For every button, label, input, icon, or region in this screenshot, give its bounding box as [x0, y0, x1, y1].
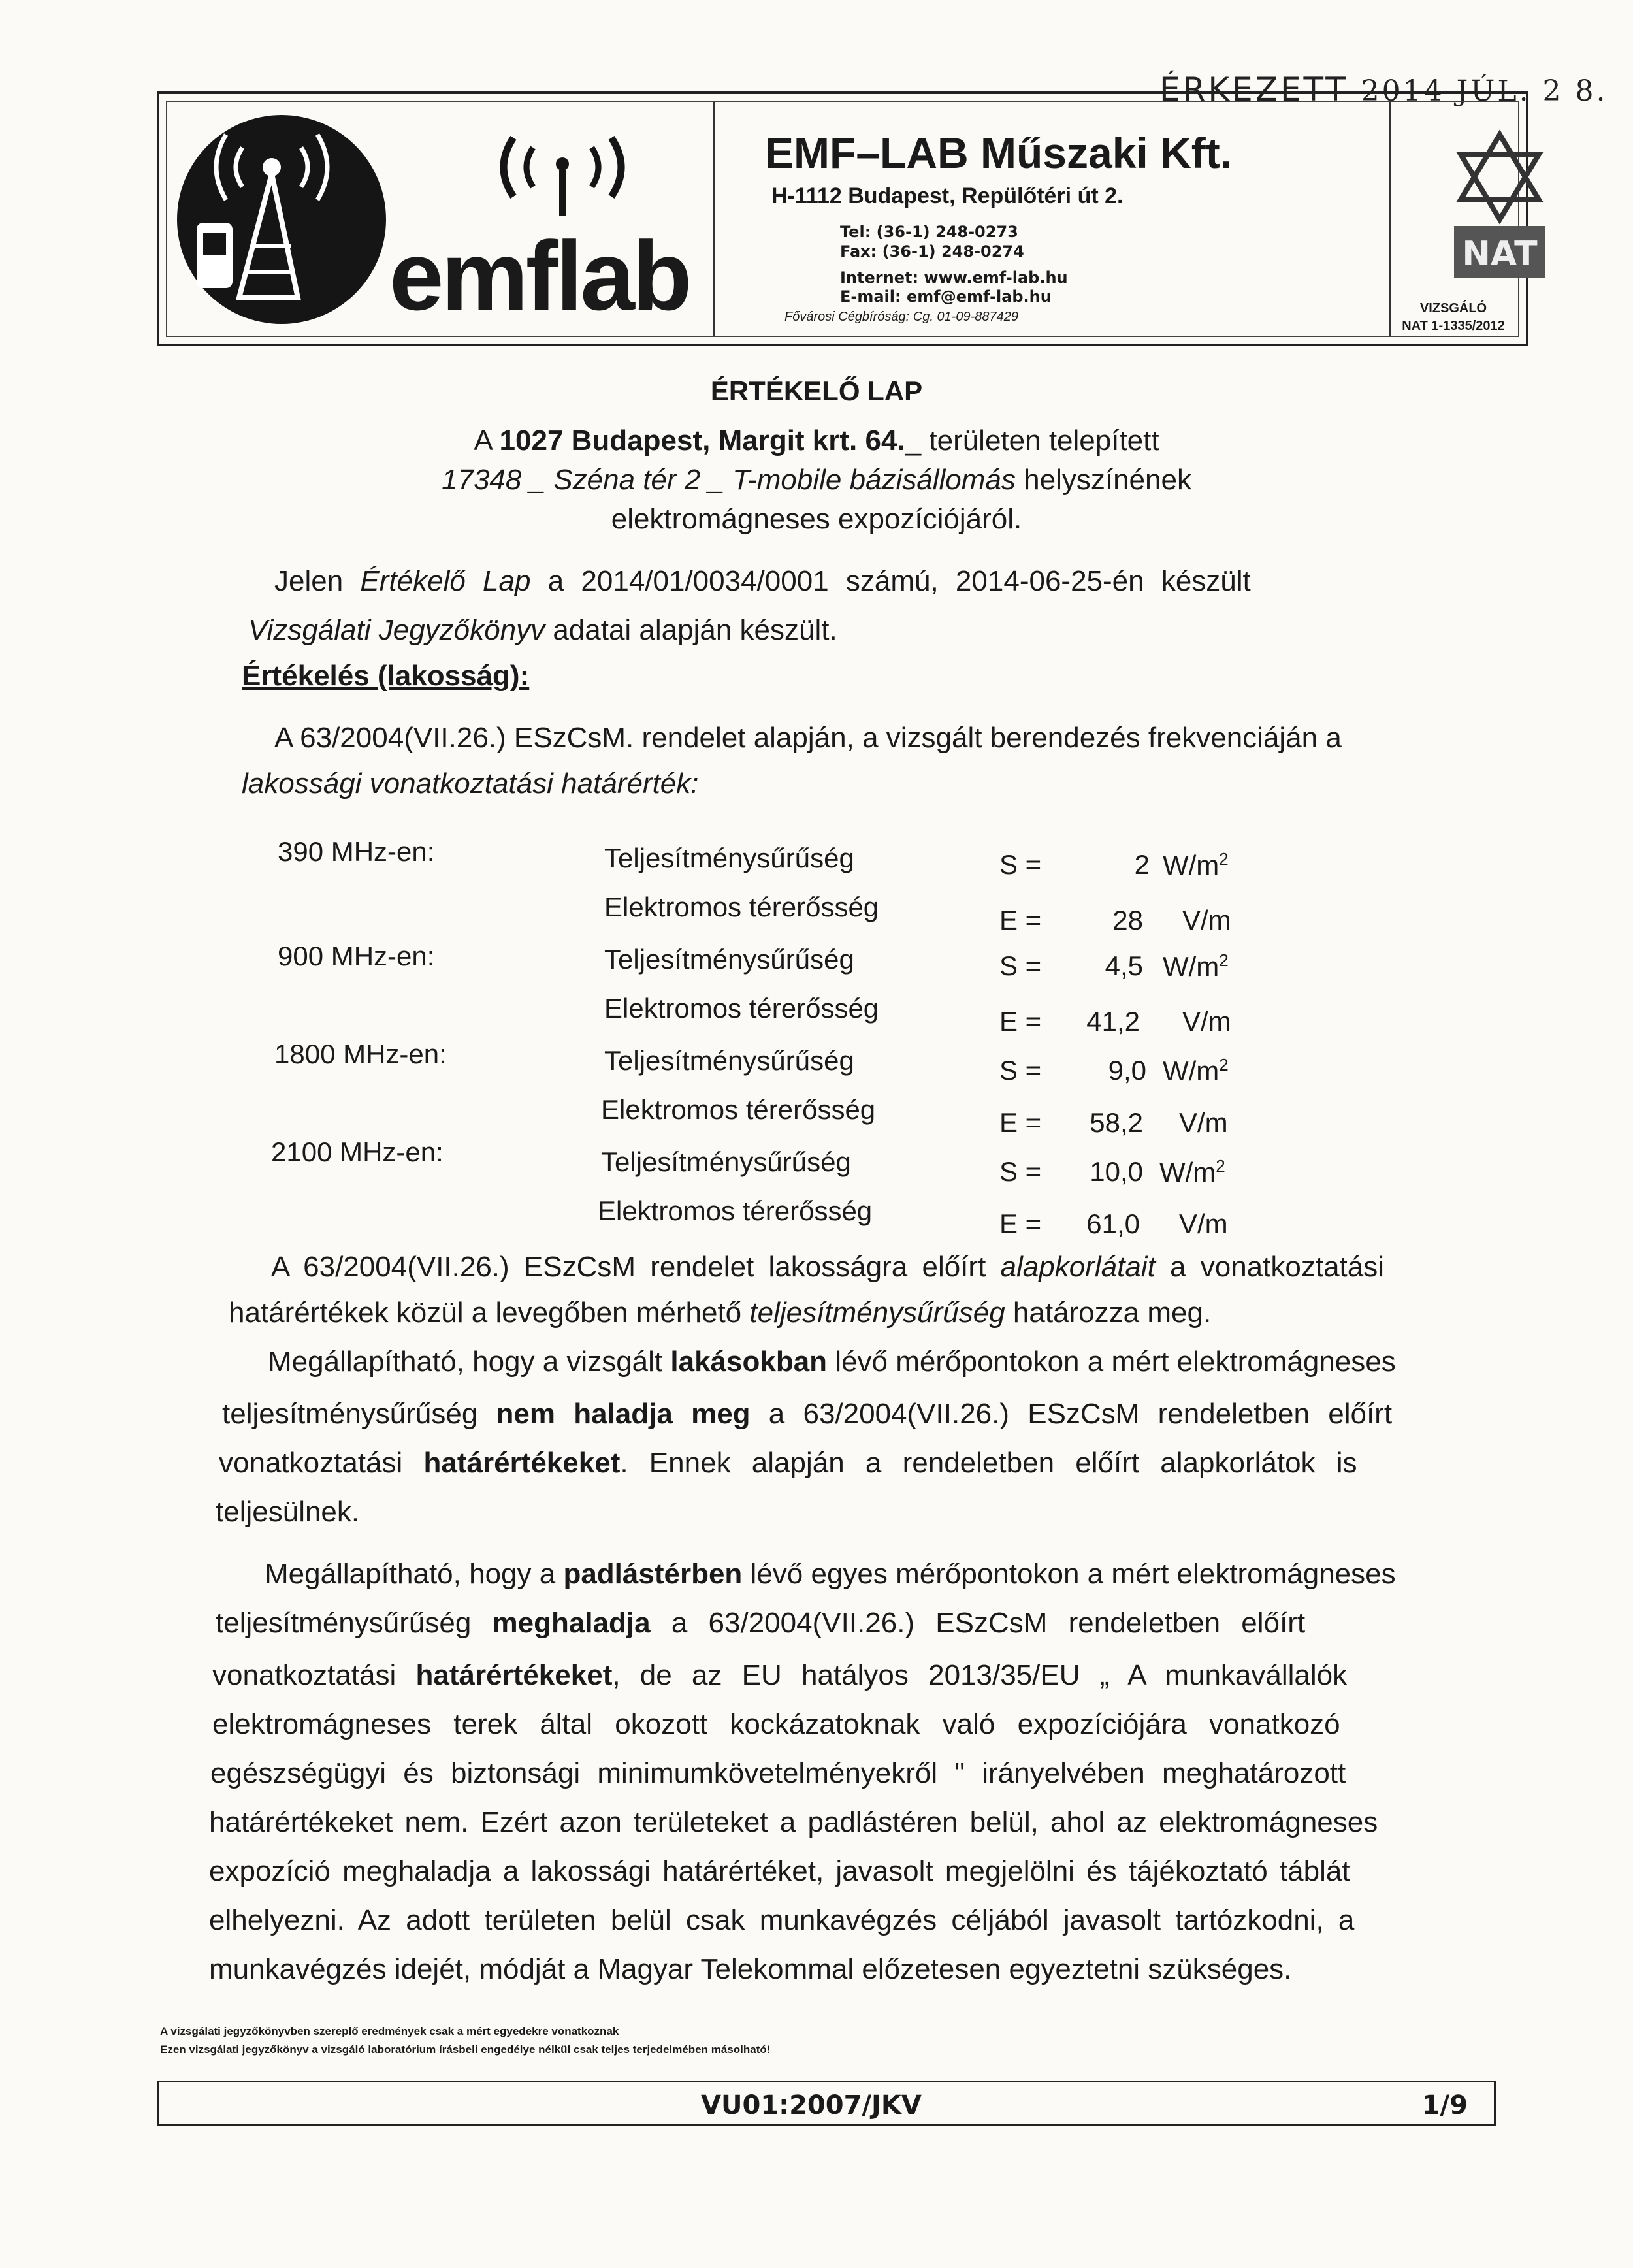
company-internet: Internet: www.emf-lab.hu: [840, 268, 1068, 287]
limit-s-value: 2: [1134, 849, 1150, 880]
limit-e-label: Elektromos térerősség: [604, 892, 879, 922]
limit-e-value: 28: [1112, 905, 1143, 935]
limit-s-label: Teljesítménysűrűség: [601, 1146, 851, 1177]
limit-e-value: 61,0: [1086, 1208, 1140, 1239]
paragraph-3-line-7: expozíció meghaladja a lakossági határértéket, javasolt megjelölni és tájékoztató táblát: [209, 1855, 1350, 1887]
limit-s-symbol: S =: [999, 1055, 1042, 1086]
limit-s-symbol: S =: [999, 1156, 1042, 1187]
limit-s-value: 10,0: [1090, 1156, 1143, 1187]
intro-line-1: Jelen Értékelő Lap a 2014/01/0034/0001 számú, 2014-06-25-én készült: [274, 565, 1251, 597]
nat-logo-text: NAT: [1462, 235, 1538, 274]
paragraph-3-line-8: elhelyezni. Az adott területen belül csak munkavégzés céljából javasolt tartózkodni, a: [209, 1904, 1355, 1936]
footnote-line-1: A vizsgálati jegyzőkönyvben szereplő eredmények csak a mért egyedekre vonatkoznak: [160, 2025, 619, 2037]
stamp-text: ÉRKEZETT: [1159, 71, 1348, 108]
limit-s-unit: $W/m^2$: [1159, 1156, 1225, 1188]
subtitle-line-1: A 1027 Budapest, Margit krt. 64._ területen telepített: [474, 425, 1159, 457]
footnote-line-2: Ezen vizsgálati jegyzőkönyv a vizsgáló laboratórium írásbeli engedélye nélkül csak teljes terjedelmében másolható!: [160, 2043, 771, 2056]
nat-label: VIZSGÁLÓ: [1419, 301, 1487, 316]
paragraph-3-line-2: teljesítménysűrűség meghaladja a 63/2004(VII.26.) ESzCsM rendeletben előírt: [216, 1607, 1306, 1639]
limit-s-symbol: S =: [999, 849, 1042, 880]
page-title: ÉRTÉKELŐ LAP: [710, 376, 923, 406]
page-footer: [157, 2081, 1496, 2126]
company-fax: Fax: (36-1) 248-0274: [840, 242, 1024, 261]
limit-e-label: Elektromos térerősség: [601, 1094, 876, 1125]
accreditation-logo: [1434, 128, 1565, 291]
limit-s-label: Teljesítménysűrűség: [604, 843, 854, 873]
limit-e-unit: V/m: [1179, 1107, 1228, 1138]
limit-s-unit: $W/m^2$: [1163, 950, 1229, 982]
paragraph-3-line-1: Megállapítható, hogy a padlástérben lévő egyes mérőpontokon a mért elektromágneses: [265, 1558, 1396, 1590]
limit-e-label: Elektromos térerősség: [598, 1195, 873, 1226]
paragraph-3-line-5: egészségügyi és biztonsági minimumkövetelményekről " irányelvében meghatározott: [210, 1757, 1346, 1789]
company-address: H-1112 Budapest, Repülőtéri út 2.: [771, 184, 1124, 208]
section-heading: Értékelés (lakosság):: [242, 660, 530, 692]
letterhead: [157, 91, 1538, 346]
company-name: EMF–LAB Műszaki Kft.: [765, 129, 1233, 177]
form-code: VU01:2007/JKV: [701, 2090, 922, 2120]
limit-freq: 390 MHz-en:: [278, 836, 435, 867]
limit-s-value: 9,0: [1108, 1055, 1146, 1086]
paragraph-3-line-9: munkavégzés idejét, módját a Magyar Telekommal előzetesen egyeztetni szükséges.: [209, 1953, 1292, 1985]
paragraph-3-line-3: vonatkoztatási határértékeket, de az EU hatályos 2013/35/EU „ A munkavállalók: [212, 1659, 1348, 1691]
company-email: E-mail: emf@emf-lab.hu: [840, 287, 1052, 306]
company-info: [713, 102, 1391, 336]
limit-s-unit: $W/m^2$: [1163, 849, 1229, 881]
limit-freq: 1800 MHz-en:: [274, 1039, 447, 1069]
limit-e-symbol: E =: [999, 1107, 1042, 1138]
stamp-date: 2014 JÚL. 2 8.: [1361, 74, 1608, 108]
limit-s-unit: $W/m^2$: [1163, 1055, 1229, 1086]
regulation-intro-line-2: lakossági vonatkoztatási határérték:: [242, 768, 699, 800]
paragraph-3-line-4: elektromágneses terek által okozott kockázatoknak való expozíciójára vonatkozó: [212, 1708, 1340, 1740]
paragraph-3-line-6: határértékeket nem. Ezért azon területeket a padlástéren belül, ahol az elektromágneses: [209, 1806, 1378, 1838]
limit-e-symbol: E =: [999, 1208, 1042, 1239]
limit-e-unit: V/m: [1182, 905, 1231, 935]
limit-e-unit: V/m: [1182, 1006, 1231, 1037]
company-registry: Fővárosi Cégbíróság: Cg. 01-09-887429: [784, 310, 1018, 324]
limit-e-value: 58,2: [1090, 1107, 1143, 1138]
limit-e-label: Elektromos térerősség: [604, 993, 879, 1024]
limit-s-label: Teljesítménysűrűség: [604, 944, 854, 975]
accreditation-cell: [1389, 102, 1538, 336]
paragraph-1-line-2: határértékek közül a levegőben mérhető teljesítménysűrűség határozza meg.: [229, 1297, 1212, 1329]
subtitle-line-3: elektromágneses expozíciójáról.: [611, 503, 1022, 535]
paragraph-2-line-1: Megállapítható, hogy a vizsgált lakásokban lévő mérőpontokon a mért elektromágneses: [268, 1346, 1396, 1378]
nat-number: NAT 1-1335/2012: [1402, 319, 1505, 333]
limit-freq: 2100 MHz-en:: [271, 1137, 444, 1167]
regulation-intro-line-1: A 63/2004(VII.26.) ESzCsM. rendelet alapján, a vizsgált berendezés frekvenciáján a: [274, 722, 1342, 754]
limit-e-value: 41,2: [1086, 1006, 1140, 1037]
paragraph-2-line-4: teljesülnek.: [216, 1496, 360, 1528]
paragraph-2-line-3: vonatkoztatási határértékeket. Ennek alapján a rendeletben előírt alapkorlátok is: [219, 1447, 1357, 1479]
limit-freq: 900 MHz-en:: [278, 941, 435, 971]
limit-e-symbol: E =: [999, 905, 1042, 935]
limit-e-unit: V/m: [1179, 1208, 1228, 1239]
page-number: 1/9: [1421, 2090, 1468, 2120]
logo-cell: [167, 102, 715, 336]
limit-e-symbol: E =: [999, 1006, 1042, 1037]
limit-s-symbol: S =: [999, 950, 1042, 981]
company-tel: Tel: (36-1) 248-0273: [840, 223, 1018, 241]
subtitle-line-2: 17348 _ Széna tér 2 _ T-mobile bázisállomás helyszínének: [442, 464, 1191, 496]
intro-line-2: Vizsgálati Jegyzőkönyv adatai alapján készült.: [248, 614, 837, 646]
paragraph-2-line-2: teljesítménysűrűség nem haladja meg a 63/2004(VII.26.) ESzCsM rendeletben előírt: [222, 1398, 1393, 1430]
paragraph-1-line-1: A 63/2004(VII.26.) ESzCsM rendelet lakosságra előírt alapkorlátait a vonatkoztatási: [271, 1251, 1385, 1283]
limit-s-label: Teljesítménysűrűség: [604, 1045, 854, 1076]
limit-s-value: 4,5: [1105, 950, 1143, 981]
logo-text: emflab: [389, 221, 690, 331]
